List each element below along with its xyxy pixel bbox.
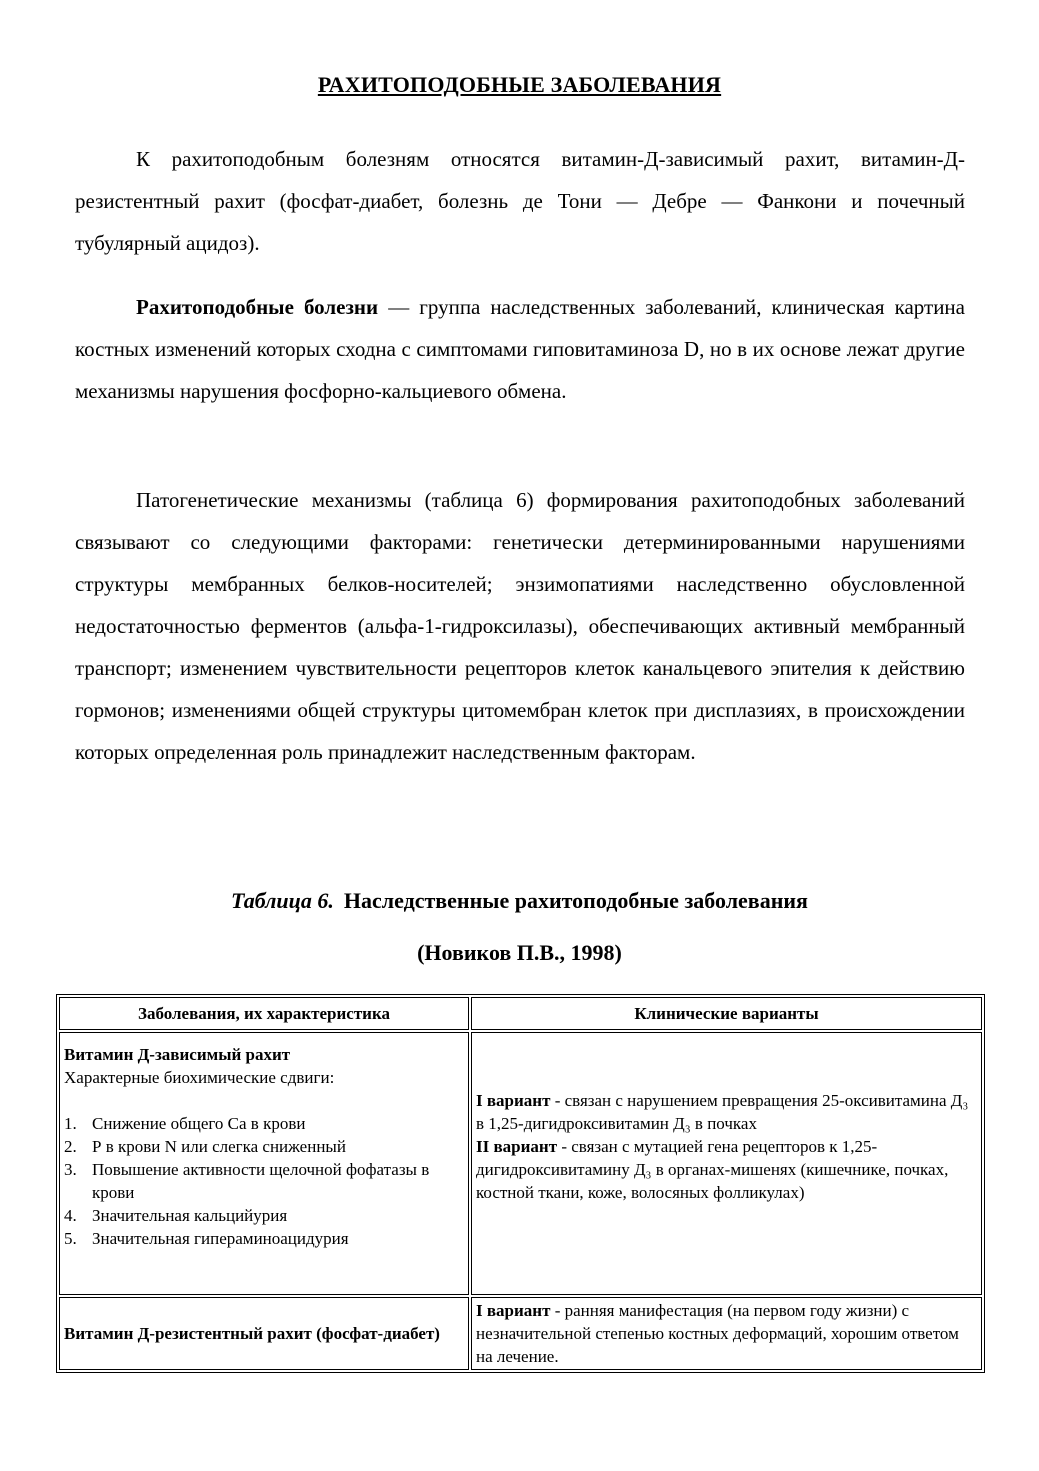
variants-cell-phosphate-diabetes (471, 1297, 982, 1370)
variants-cell-vdr (471, 1032, 982, 1295)
paragraph-pathogenesis: Патогенетические механизмы (таблица 6) формирования рахитоподобных заболеваний связывают со следующими факторами: генетически детерминированными нарушениями структуры мембранных белков-носителей; энзимопатиями наследственно обусловленной недостаточностью ферментов (альфа-1-гидроксилазы), обеспечивающих активный мембранный транспорт; изменением чувствительности рецепторов клеток канальцевого эпителия к действию гормонов; изменениями общей структуры цитомембран клеток при дисплазиях, в происхождении которых определенная роль принадлежит наследственным факторам. (75, 488, 965, 764)
disease-cell-phosphate-diabetes: Витамин Д-резистентный рахит (фосфат-диабет) (59, 1297, 469, 1370)
page-title: РАХИТОПОДОБНЫЕ ЗАБОЛЕВАНИЯ (317, 72, 722, 97)
header-variants: Клинические варианты (471, 997, 982, 1030)
list-item: 2. Р в крови N или слегка сниженный (64, 1137, 346, 1156)
list-item: 3. Повышение активности щелочной фофатазы в крови (64, 1160, 430, 1202)
list-item: 5. Значительная гипераминоацидурия (64, 1229, 349, 1248)
list-item: 4. Значительная кальцийурия (64, 1206, 288, 1225)
table-caption-text: Наследственные рахитоподобные заболевания (343, 888, 808, 913)
paragraph-definition (75, 286, 965, 412)
definition-term: Рахитоподобные болезни (136, 295, 379, 319)
paragraph-intro: К рахитоподобным болезням относятся витамин-Д-зависимый рахит, витамин-Д-резистентный рахит (фосфат-диабет, болезнь де Тони — Дебре — Фанкони и почечный тубулярный ацидоз). (75, 147, 965, 255)
definition-text: — группа наследственных заболеваний, клиническая картина костных изменений которых сходна с симптомами гиповитаминоза D, но в их основе лежат другие механизмы нарушения фосфорно-кальциевого обмена. (75, 295, 965, 403)
list-item: 1. Снижение общего Са в крови (64, 1114, 306, 1133)
variant-2: II вариант - связан с мутацией гена рецепторов к 1,25-дигидроксивитамину Д₃ в органах-мишенях (кишечнике, почках, костной ткани, коже, волосяных фолликулах) (476, 1137, 949, 1202)
diseases-table (56, 994, 985, 1373)
disease-subtitle: Характерные биохимические сдвиги: (64, 1068, 335, 1087)
table-row (59, 1032, 982, 1295)
biochemical-list (64, 1112, 464, 1250)
variant-1: I вариант - ранняя манифестация (на первом году жизни) с незначительной степенью костных деформаций, хорошим ответом на лечение. (476, 1301, 959, 1366)
table-caption-label: Таблица 6. (231, 888, 334, 913)
table-row (59, 1297, 982, 1370)
header-diseases: Заболевания, их характеристика (59, 997, 469, 1030)
disease-cell-vdr (59, 1032, 469, 1295)
table-header-row (59, 997, 982, 1030)
disease-name: Витамин Д-зависимый рахит (64, 1045, 291, 1064)
variant-1: I вариант - связан с нарушением превращения 25-оксивитамина Д₃ в 1,25-дигидроксивитамин Д₃ в почках (476, 1091, 969, 1133)
table-caption (0, 888, 1039, 914)
table-caption-source: (Новиков П.В., 1998) (417, 940, 622, 965)
